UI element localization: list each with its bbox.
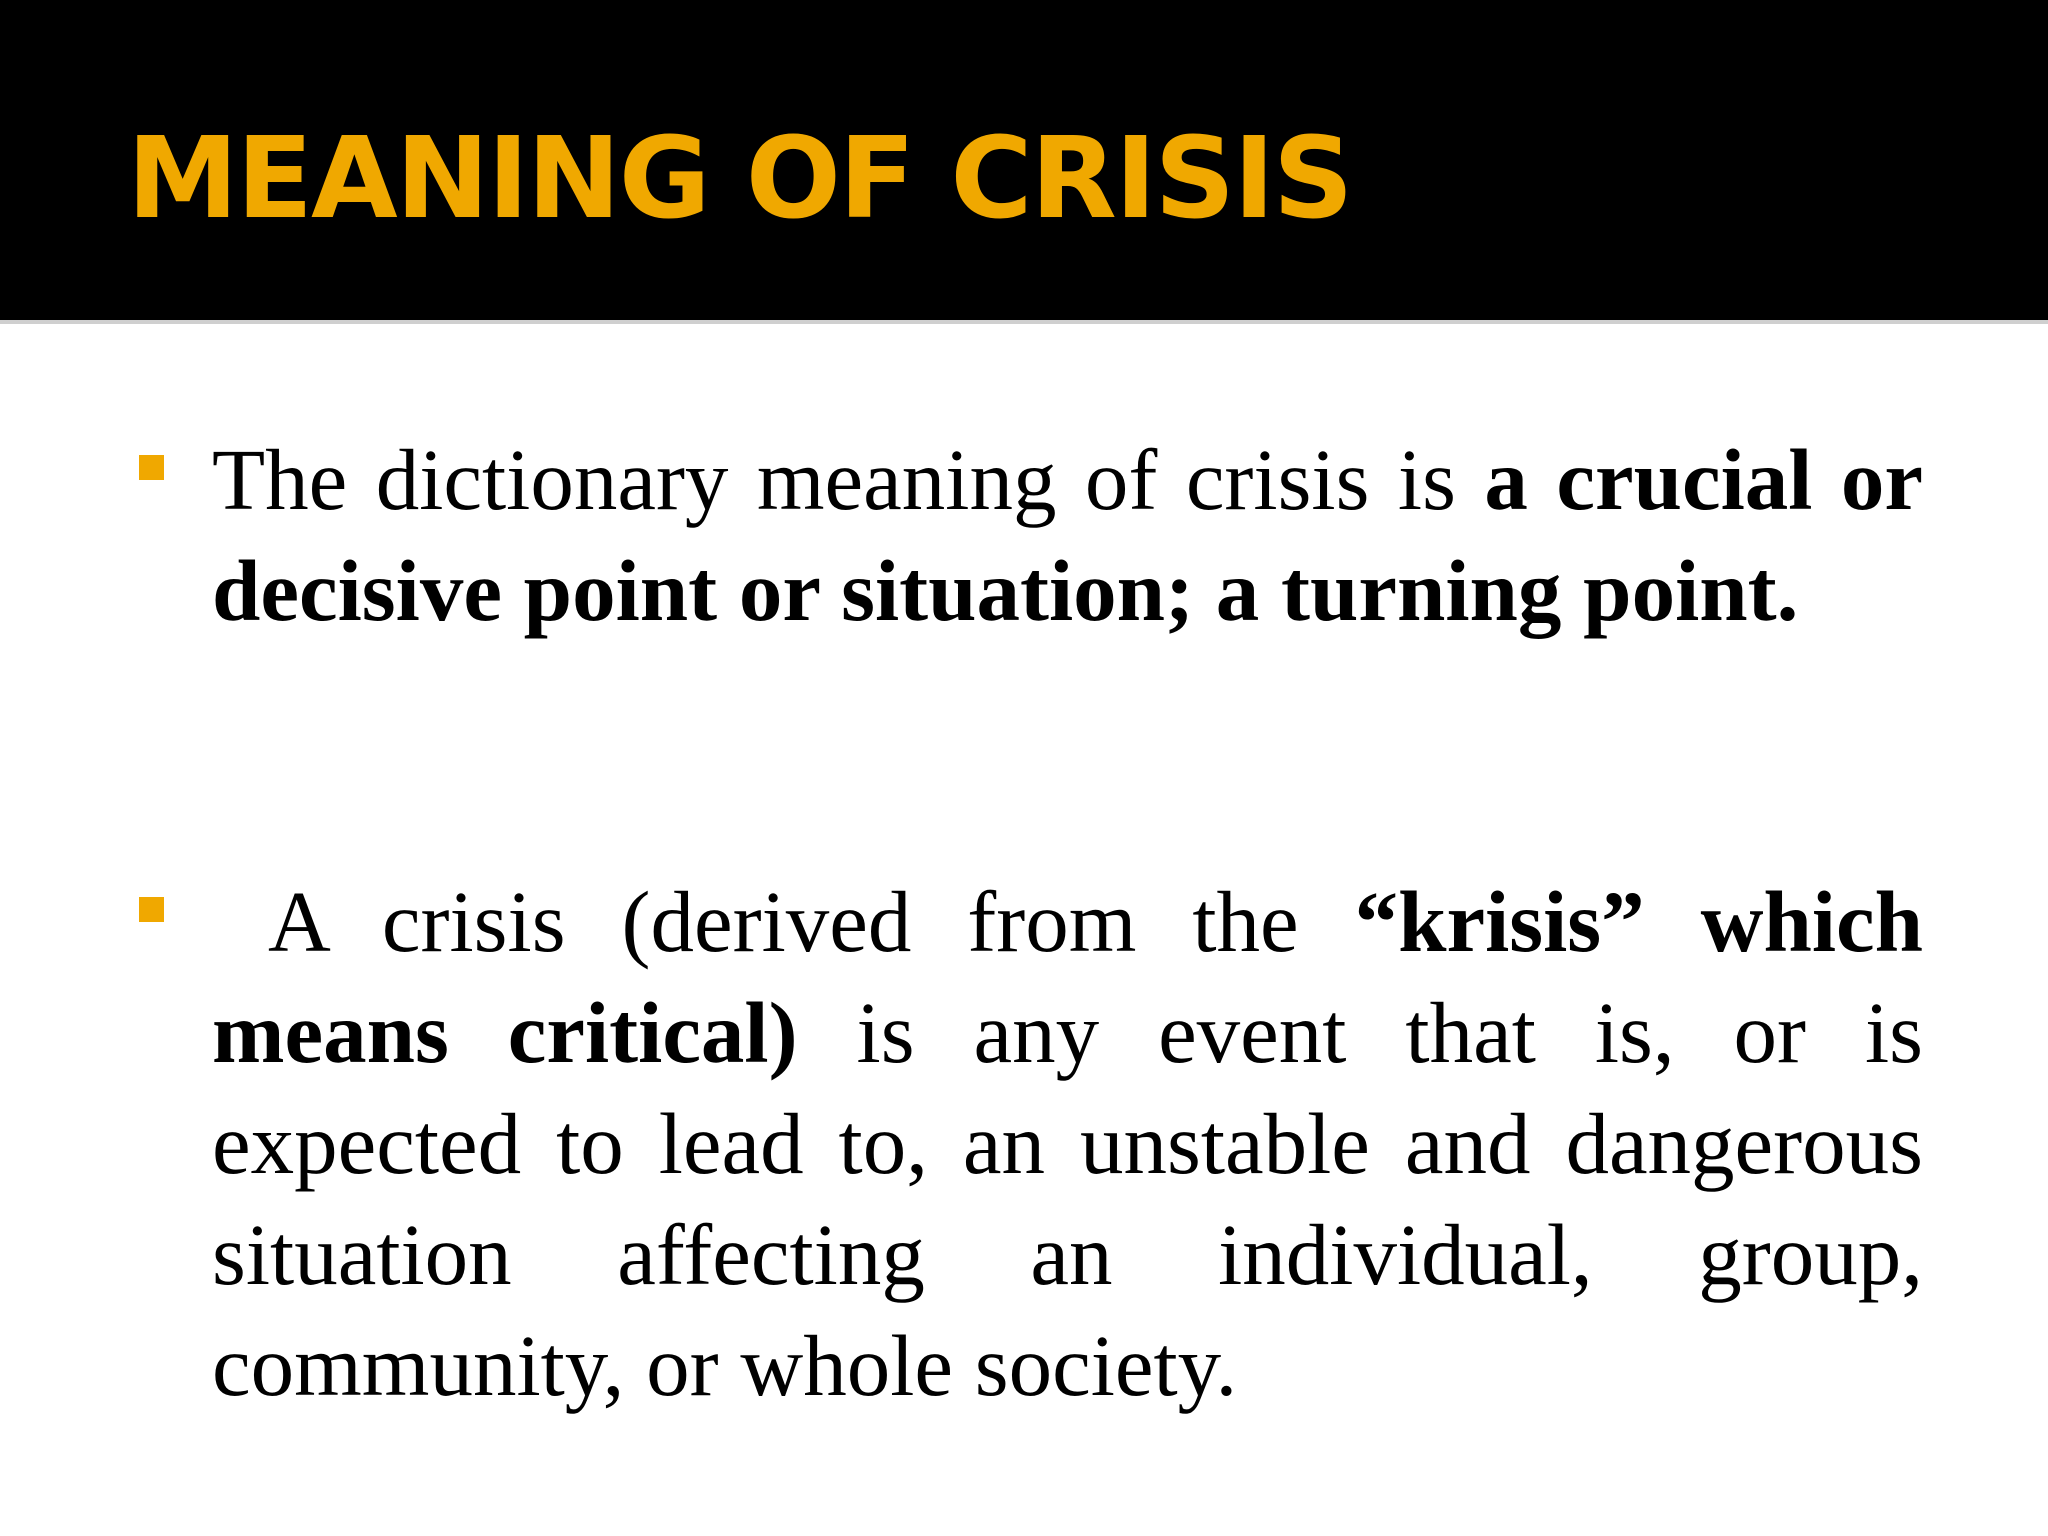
slide-title: MEANING OF CRISIS <box>127 114 1352 244</box>
bullet-text-bold: a crucial or decisive point or situation; a turning point. <box>212 431 1923 639</box>
bullet-text-plain: The dictionary meaning of crisis is <box>212 431 1485 528</box>
square-bullet-icon <box>139 455 164 480</box>
title-bar <box>0 0 2048 320</box>
title-divider <box>0 320 2048 324</box>
bullet-item-crisis-definition <box>212 866 1923 1421</box>
bullet-text-lead: A crisis (derived from the <box>212 873 1355 970</box>
bullet-item-dictionary-meaning <box>212 424 1923 646</box>
bullet-text-rest: is any event that is, or is expected to lead to, an unstable and dangerous situation affecting an individual, group, community, or whole society. <box>212 984 1923 1414</box>
square-bullet-icon <box>139 897 164 922</box>
bullet-text-bold: “krisis” which means critical) <box>212 873 1923 1081</box>
